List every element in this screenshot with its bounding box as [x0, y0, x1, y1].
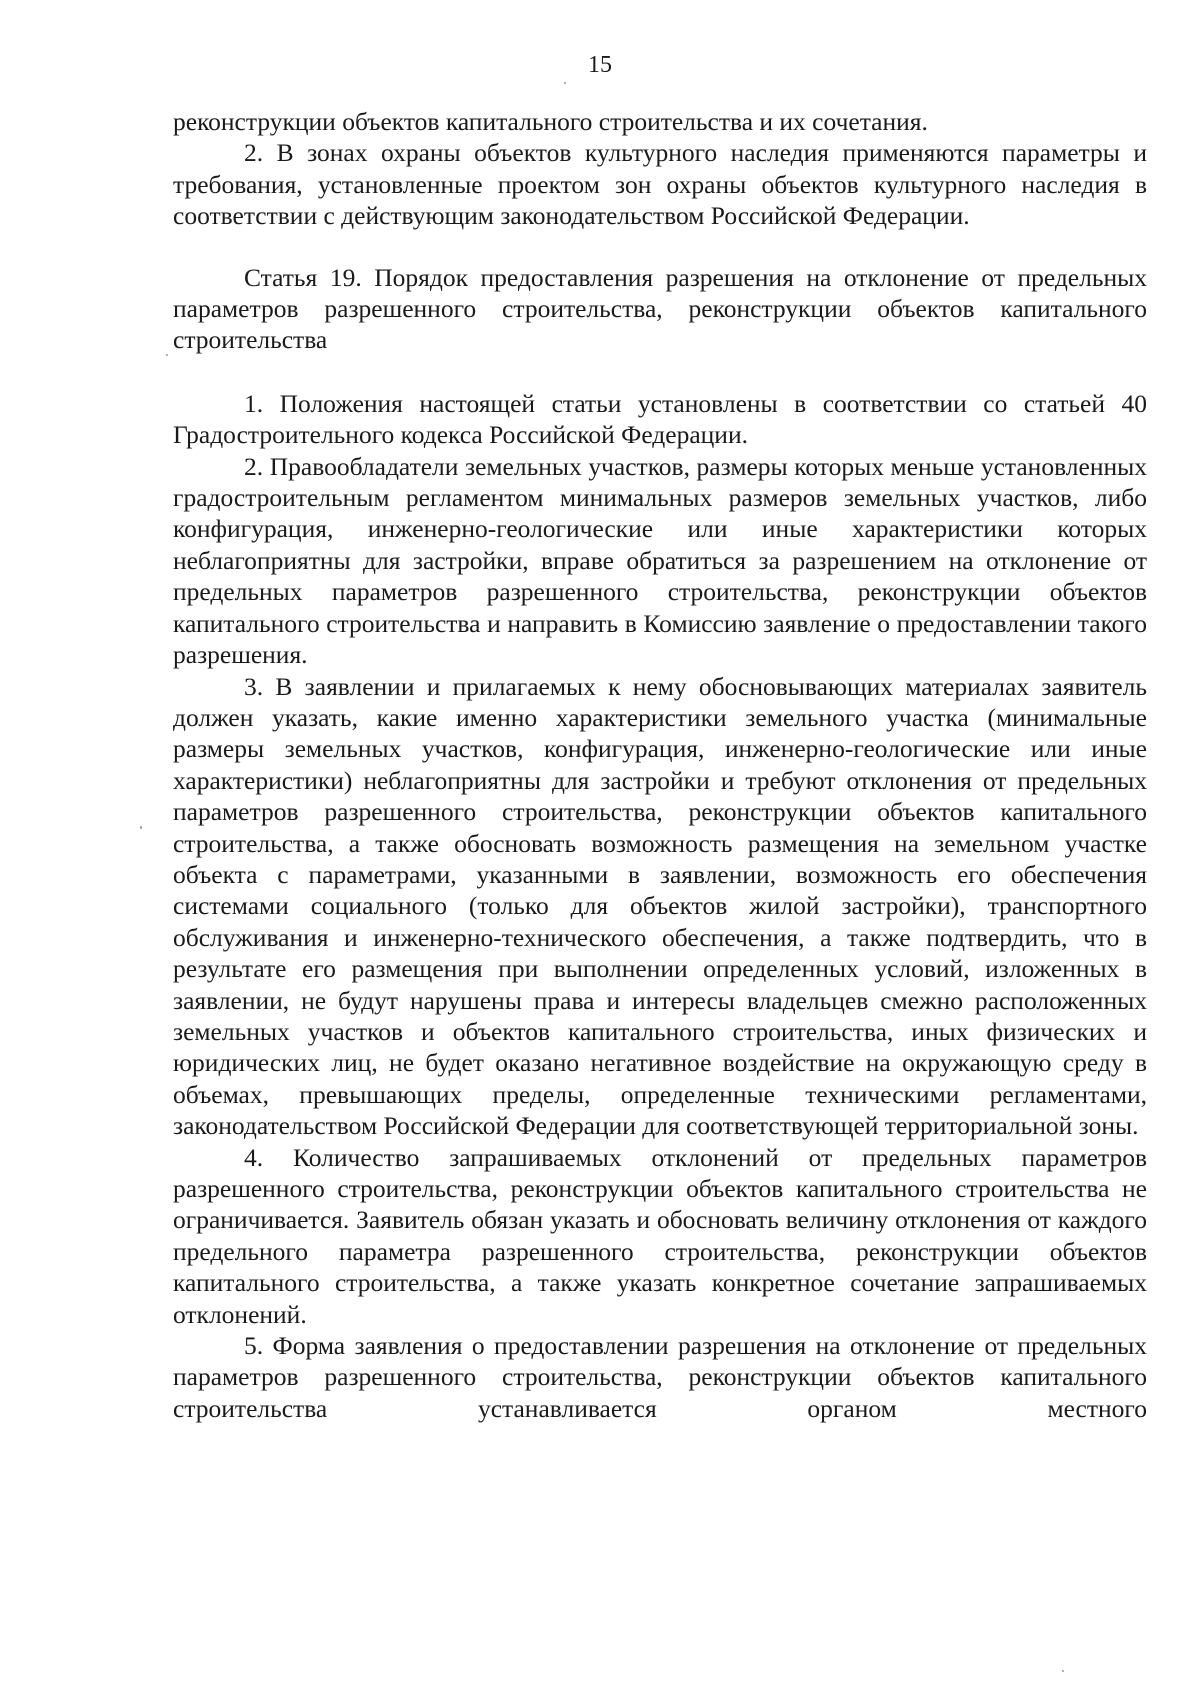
paragraph-item-2-heritage-zones: 2. В зонах охраны объектов культурного наследия применяются параметры и требования, установленные проектом зон охраны объектов культурного наследия в соответствии с действующим законодательством Российской Федерации. [173, 138, 1147, 231]
spacer [173, 356, 1147, 388]
paragraph-item-1: 1. Положения настоящей статьи установлены в соответствии со статьей 40 Градостроительного кодекса Российской Федерации. [173, 388, 1147, 450]
article-heading: Статья 19. Порядок предоставления разрешения на отклонение от предельных параметров разрешенного строительства, реконструкции объектов капитального строительства [173, 262, 1147, 355]
paragraph-item-2: 2. Правообладатели земельных участков, размеры которых меньше установленных градостроительным регламентом минимальных размеров земельных участков, либо конфигурация, инженерно-геологические или иные характеристики которых неблагоприятны для застройки, вправе обратиться за разрешением на отклонение от предельных параметров разрешенного строительства, реконструкции объектов капитального строительства и направить в Комиссию заявление о предоставлении такого разрешения. [173, 451, 1147, 670]
document-body [173, 106, 1147, 1424]
scan-speck [140, 826, 142, 829]
scan-speck [564, 82, 566, 84]
paragraph-item-3: 3. В заявлении и прилагаемых к нему обосновывающих материалах заявитель должен указать, какие именно характеристики земельного участка (минимальные размеры земельных участков, конфигурация, инженерно-геологические или иные характеристики) неблагоприятны для застройки и требуют отклонения от предельных параметров разрешенного строительства, реконструкции объектов капитального строительства, а также обосновать возможность размещения на земельном участке объекта с параметрами, указанными в заявлении, возможность его обеспечения системами социального (только для объектов жилой застройки), транспортного обслуживания и инженерно-технического обеспечения, а также подтвердить, что в результате его размещения при выполнении определенных условий, изложенных в заявлении, не будут нарушены права и интересы владельцев смежно расположенных земельных участков и объектов капитального строительства, иных физических и юридических лиц, не будет оказано негативное воздействие на окружающую среду в объемах, превышающих пределы, определенные техническими регламентами, законодательством Российской Федерации для соответствующей территориальной зоны. [173, 671, 1147, 1141]
paragraph-item-5: 5. Форма заявления о предоставлении разрешения на отклонение от предельных параметров разрешенного строительства, реконструкции объектов капитального строительства устанавливается органом местного [173, 1331, 1147, 1423]
page-number: 15 [588, 52, 612, 78]
paragraph-continuation: реконструкции объектов капитального строительства и их сочетания. [173, 107, 928, 136]
spacer [173, 232, 1147, 262]
scan-speck [1062, 1670, 1064, 1672]
scan-speck [166, 354, 168, 356]
paragraph-item-4: 4. Количество запрашиваемых отклонений от предельных параметров разрешенного строительства, реконструкции объектов капитального строительства не ограничивается. Заявитель обязан указать и обосновать величину отклонения от каждого предельного параметра разрешенного строительства, реконструкции объектов капитального строительства, а также указать конкретное сочетание запрашиваемых отклонений. [173, 1142, 1147, 1329]
